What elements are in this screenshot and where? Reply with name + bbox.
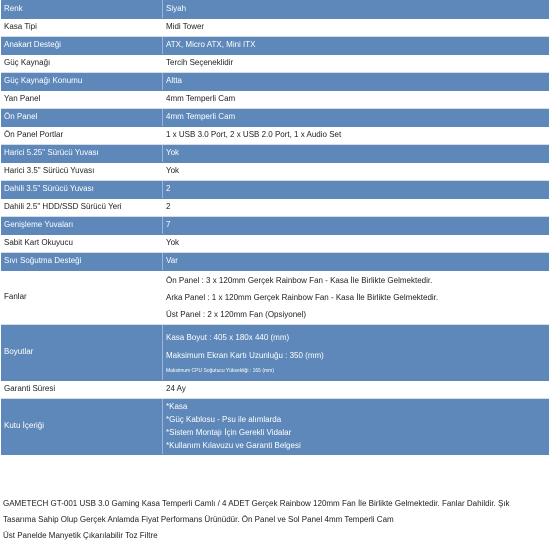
spec-value-line: Siyah (166, 3, 187, 13)
spec-value-line: Var (166, 256, 178, 265)
spec-label: Ön Panel Portlar (1, 126, 163, 144)
spec-row (1, 162, 549, 180)
spec-row (1, 180, 549, 198)
spec-label: Harici 3.5" Sürücü Yuvası (1, 162, 163, 180)
spec-value (163, 180, 550, 198)
spec-value (163, 36, 550, 54)
spec-value-line: Kasa Boyut : 405 x 180x 440 (mm) (166, 333, 290, 342)
spec-label: Renk (1, 0, 163, 18)
spec-row (1, 380, 549, 398)
spec-value-line: Yok (166, 238, 180, 247)
spec-value-line: Maksimum Ekran Kartı Uzunluğu : 350 (mm) (166, 351, 324, 360)
spec-value (163, 252, 550, 270)
spec-label: Anakart Desteği (1, 36, 163, 54)
spec-label: Kasa Tipi (1, 18, 163, 36)
spec-value (163, 72, 550, 90)
spec-label: Sabit Kart Okuyucu (1, 234, 163, 252)
spec-label: Yan Panel (1, 90, 163, 108)
spec-label: Dahili 3.5" Sürücü Yuvası (1, 180, 163, 198)
spec-value-line: Yok (166, 148, 180, 157)
spec-value (163, 398, 550, 454)
spec-label: Garanti Süresi (1, 380, 163, 398)
spec-label: Harici 5.25" Sürücü Yuvası (1, 144, 163, 162)
spec-row (1, 54, 549, 72)
spec-table-body (1, 0, 549, 454)
spec-value-line: Yok (166, 166, 180, 175)
spec-label: Güç Kaynağı Konumu (1, 72, 163, 90)
spec-row (1, 0, 549, 18)
spec-value (163, 162, 550, 180)
spec-value (163, 324, 550, 380)
spec-row (1, 126, 549, 144)
spec-value (163, 198, 550, 216)
description-line: Üst Panelde Manyetik Çıkarılabilir Toz Filtre (3, 531, 158, 540)
spec-value-note: Maksimum CPU Soğutucu Yüksekliği : 165 (mm) (166, 368, 274, 374)
spec-label: Fanlar (1, 270, 163, 324)
spec-row (1, 252, 549, 270)
product-description (3, 496, 547, 544)
spec-row (1, 72, 549, 90)
spec-row (1, 324, 549, 380)
description-line: GAMETECH GT-001 USB 3.0 Gaming Kasa Temperli Camlı / 4 ADET Gerçek Rainbow 120mm Fan İle Birlikte Gelmektedir. Fanlar Dahildir. Şık (3, 499, 510, 508)
spec-value-line: 2 (166, 202, 171, 211)
spec-row (1, 398, 549, 454)
spec-label: Kutu İçeriği (1, 398, 163, 454)
spec-value-line: 1 x USB 3.0 Port, 2 x USB 2.0 Port, 1 x Audio Set (166, 130, 342, 139)
spec-value-line: 4mm Temperli Cam (166, 112, 236, 121)
spec-value (163, 144, 550, 162)
spec-value-line: 2 (166, 184, 171, 193)
spec-value (163, 380, 550, 398)
spec-label: Güç Kaynağı (1, 54, 163, 72)
spec-value-line: *Kasa (166, 402, 188, 411)
spec-value-line: *Güç Kablosu - Psu ile alımlarda (166, 415, 282, 424)
spec-row (1, 198, 549, 216)
spec-value (163, 90, 550, 108)
spec-value (163, 54, 550, 72)
spec-value (163, 270, 550, 324)
spec-value-line: Üst Panel : 2 x 120mm Fan (Opsiyonel) (166, 309, 307, 319)
spec-value-line: Tercih Seçeneklidir (166, 58, 234, 67)
spec-value (163, 126, 550, 144)
spec-value-line: 4mm Temperli Cam (166, 94, 236, 103)
spec-value-line: Midi Tower (166, 22, 205, 31)
spec-value-line: 24 Ay (166, 384, 186, 393)
spec-row (1, 90, 549, 108)
spec-value-line: ATX, Micro ATX, Mini ITX (166, 40, 256, 49)
spec-value-line: Arka Panel : 1 x 120mm Gerçek Rainbow Fan - Kasa İle Birlikte Gelmektedir. (166, 292, 439, 302)
spec-row (1, 108, 549, 126)
spec-label: Boyutlar (1, 324, 163, 380)
spec-value (163, 234, 550, 252)
spec-value (163, 216, 550, 234)
description-line: Tasarıma Sahip Olup Gerçek Anlamda Fiyat Performans Ürünüdür. Ön Panel ve Sol Panel 4mm Temperli Cam (3, 515, 394, 524)
spec-value (163, 0, 550, 18)
spec-row (1, 234, 549, 252)
spec-value-line: Altta (166, 76, 183, 85)
spec-label: Dahili 2.5" HDD/SSD Sürücü Yeri (1, 198, 163, 216)
spec-value-line: Ön Panel : 3 x 120mm Gerçek Rainbow Fan - Kasa İle Birlikte Gelmektedir. (166, 275, 433, 285)
spec-label: Sıvı Soğutma Desteği (1, 252, 163, 270)
spec-value (163, 108, 550, 126)
spec-row (1, 270, 549, 324)
spec-value-line: *Kullanım Kılavuzu ve Garanti Belgesi (166, 441, 301, 450)
spec-value-line: 7 (166, 220, 171, 229)
spec-row (1, 18, 549, 36)
spec-value-line: *Sistem Montajı İçin Gerekli Vidalar (166, 428, 292, 437)
spec-label: Ön Panel (1, 108, 163, 126)
spec-table (1, 0, 549, 455)
spec-row (1, 216, 549, 234)
spec-value (163, 18, 550, 36)
spec-label: Genişleme Yuvaları (1, 216, 163, 234)
spec-row (1, 36, 549, 54)
spec-row (1, 144, 549, 162)
